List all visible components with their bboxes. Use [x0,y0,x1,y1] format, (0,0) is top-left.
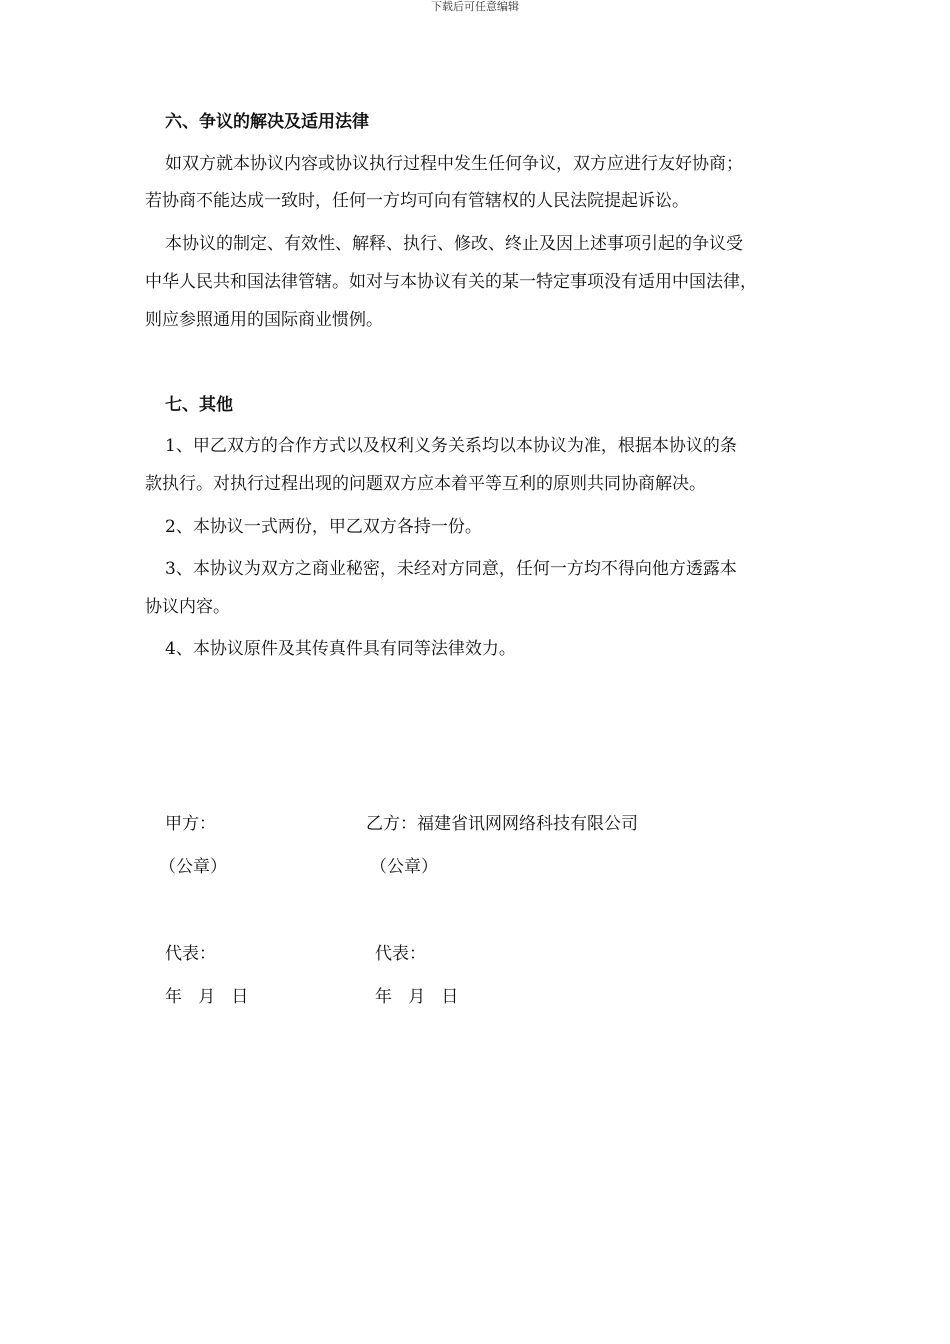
party-b-representative: 代表： [375,944,426,964]
section-7-item-3-line-1: 3、本协议为双方之商业秘密，未经对方同意，任何一方均不得向他方透露本 [165,559,737,579]
section-7-item-2: 2、本协议一式两份，甲乙双方各持一份。 [165,517,482,537]
section-7-item-3-line-2: 协议内容。 [145,597,230,617]
header-note: 下载后可任意编辑 [431,0,519,13]
section-6-para-2-line-3: 则应参照通用的国际商业惯例。 [145,310,383,330]
party-a-date: 年 月 日 [165,987,249,1007]
section-6-heading: 六、争议的解决及适用法律 [165,112,369,132]
party-b-date: 年 月 日 [375,987,459,1007]
party-b-label: 乙方：福建省讯网网络科技有限公司 [366,814,638,834]
party-a-seal: （公章） [159,857,227,877]
party-a-label: 甲方： [165,814,216,834]
section-6-para-1-line-2: 若协商不能达成一致时，任何一方均可向有管辖权的人民法院提起诉讼。 [145,191,689,211]
section-7-item-1-line-1: 1、甲乙双方的合作方式以及权利义务关系均以本协议为准，根据本协议的条 [165,436,737,456]
party-a-representative: 代表： [165,944,216,964]
section-6-para-1-line-1: 如双方就本协议内容或协议执行过程中发生任何争议，双方应进行友好协商； [165,154,743,174]
section-7-heading: 七、其他 [165,395,233,415]
party-b-seal: （公章） [370,857,438,877]
section-7-item-1-line-2: 款执行。对执行过程出现的问题双方应本着平等互利的原则共同协商解决。 [145,474,706,494]
section-6-para-2-line-2: 中华人民共和国法律管辖。如对与本协议有关的某一特定事项没有适用中国法律， [145,272,757,292]
section-6-para-2-line-1: 本协议的制定、有效性、解释、执行、修改、终止及因上述事项引起的争议受 [165,234,743,254]
section-7-item-4: 4、本协议原件及其传真件具有同等法律效力。 [165,639,516,659]
